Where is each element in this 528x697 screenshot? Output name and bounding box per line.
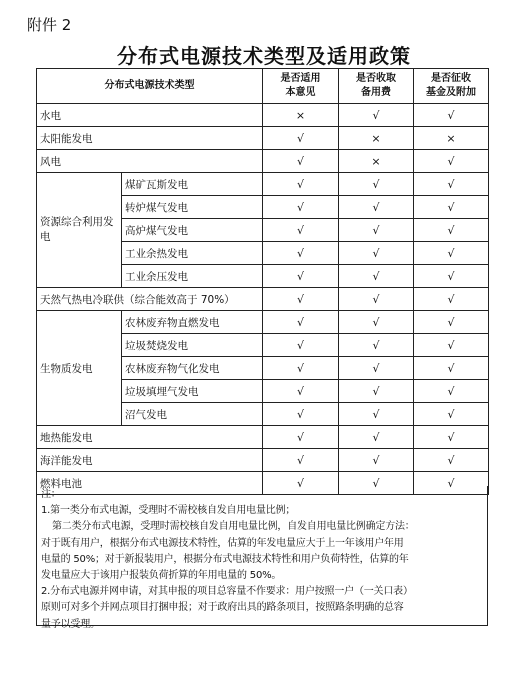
cell-reserve-fee: √ — [339, 219, 414, 242]
cell-fund: √ — [414, 334, 489, 357]
page-title: 分布式电源技术类型及适用政策 — [117, 44, 411, 68]
row-label: 太阳能发电 — [37, 127, 263, 150]
row-label: 高炉煤气发电 — [122, 219, 263, 242]
group-label-biomass: 生物质发电 — [37, 311, 122, 426]
cell-reserve-fee: √ — [339, 472, 414, 495]
table-row — [37, 311, 489, 334]
header-fund: 是否征收 基金及附加 — [414, 69, 489, 104]
cell-fund: √ — [414, 150, 489, 173]
note-1-line-4: 电量的 50%；对于新报装用户，根据分布式电源技术特性和用户负荷特性，估算的年 — [41, 553, 409, 565]
table-row — [37, 288, 489, 311]
cell-opinion: √ — [263, 472, 339, 495]
cell-opinion: √ — [263, 380, 339, 403]
note-1: 1.第一类分布式电源，受理时不需校核自发自用电量比例； — [41, 505, 296, 517]
row-label: 煤矿瓦斯发电 — [122, 173, 263, 196]
table-row — [37, 127, 489, 150]
note-2-line-2: 原则可对多个并网点项目打捆申报；对于政府出具的路条项目，按照路条明确的总容 — [41, 602, 404, 614]
cell-opinion: √ — [263, 127, 339, 150]
notes-box — [36, 486, 488, 630]
cell-fund: √ — [414, 104, 489, 127]
note-2-line-3: 量予以受理。 — [41, 618, 100, 630]
cell-opinion: √ — [263, 311, 339, 334]
cell-opinion: √ — [263, 196, 339, 219]
row-label: 水电 — [37, 104, 263, 127]
table-row — [37, 173, 489, 196]
row-label: 海洋能发电 — [37, 449, 263, 472]
cell-opinion: √ — [263, 357, 339, 380]
cell-fund: √ — [414, 426, 489, 449]
cell-reserve-fee: √ — [339, 288, 414, 311]
cell-opinion: √ — [263, 334, 339, 357]
cell-fund: √ — [414, 380, 489, 403]
cell-opinion: √ — [263, 403, 339, 426]
cell-reserve-fee: √ — [339, 334, 414, 357]
cell-opinion: √ — [263, 150, 339, 173]
cell-opinion: √ — [263, 173, 339, 196]
cell-reserve-fee: √ — [339, 426, 414, 449]
cell-fund: √ — [414, 219, 489, 242]
table-row — [37, 104, 489, 127]
notes-heading: 注： — [41, 489, 61, 500]
cell-opinion: √ — [263, 288, 339, 311]
note-1-line-5: 发电量应大于该用户报装负荷折算的年用电量的 50%。 — [41, 570, 282, 582]
cell-reserve-fee: √ — [339, 403, 414, 426]
cell-opinion: √ — [263, 219, 339, 242]
row-label: 转炉煤气发电 — [122, 196, 263, 219]
cell-fund: √ — [414, 311, 489, 334]
cell-reserve-fee: √ — [339, 242, 414, 265]
cell-opinion: √ — [263, 265, 339, 288]
cell-fund: √ — [414, 449, 489, 472]
cell-reserve-fee: √ — [339, 449, 414, 472]
cell-fund: √ — [414, 288, 489, 311]
header-opinion: 是否适用 本意见 — [263, 69, 339, 104]
cell-reserve-fee: √ — [339, 196, 414, 219]
row-label: 燃料电池 — [37, 472, 263, 495]
table-row — [37, 426, 489, 449]
cell-fund: × — [414, 127, 489, 150]
cell-fund: √ — [414, 196, 489, 219]
cell-fund: √ — [414, 242, 489, 265]
cell-opinion: × — [263, 104, 339, 127]
table-row — [37, 449, 489, 472]
cell-reserve-fee: × — [339, 150, 414, 173]
cell-reserve-fee: √ — [339, 380, 414, 403]
cell-reserve-fee: × — [339, 127, 414, 150]
attachment-label: 附件 2 — [27, 16, 72, 34]
cell-fund: √ — [414, 173, 489, 196]
row-label: 地热能发电 — [37, 426, 263, 449]
group-label-resource: 资源综合利用发电 — [37, 173, 122, 288]
cell-fund: √ — [414, 472, 489, 495]
cell-opinion: √ — [263, 426, 339, 449]
table-row — [37, 150, 489, 173]
header-reserve-fee: 是否收取 备用费 — [339, 69, 414, 104]
row-label: 天然气热电冷联供（综合能效高于 70%） — [37, 288, 263, 311]
row-label: 沼气发电 — [122, 403, 263, 426]
cell-reserve-fee: √ — [339, 173, 414, 196]
note-2: 2.分布式电源并网申请，对其申报的项目总容量不作要求：用户按照一户（一关口表） — [41, 586, 413, 598]
policy-table — [36, 68, 489, 495]
row-label: 工业余压发电 — [122, 265, 263, 288]
row-label: 农林废弃物气化发电 — [122, 357, 263, 380]
row-label: 农林废弃物直燃发电 — [122, 311, 263, 334]
row-label: 垃圾填埋气发电 — [122, 380, 263, 403]
header-tech-type: 分布式电源技术类型 — [37, 69, 263, 104]
cell-reserve-fee: √ — [339, 357, 414, 380]
row-label: 工业余热发电 — [122, 242, 263, 265]
note-1-line-3: 对于既有用户，根据分布式电源技术特性，估算的年发电量应大于上一年该用户年用 — [41, 537, 404, 549]
cell-reserve-fee: √ — [339, 104, 414, 127]
cell-opinion: √ — [263, 242, 339, 265]
cell-fund: √ — [414, 265, 489, 288]
row-label: 垃圾焚烧发电 — [122, 334, 263, 357]
cell-reserve-fee: √ — [339, 265, 414, 288]
row-label: 风电 — [37, 150, 263, 173]
cell-fund: √ — [414, 357, 489, 380]
table-header-row — [37, 69, 489, 104]
cell-opinion: √ — [263, 449, 339, 472]
cell-fund: √ — [414, 403, 489, 426]
note-1-line-2: 第二类分布式电源，受理时需校核自发自用电量比例，自发自用电量比例确定方法： — [52, 521, 415, 533]
cell-reserve-fee: √ — [339, 311, 414, 334]
